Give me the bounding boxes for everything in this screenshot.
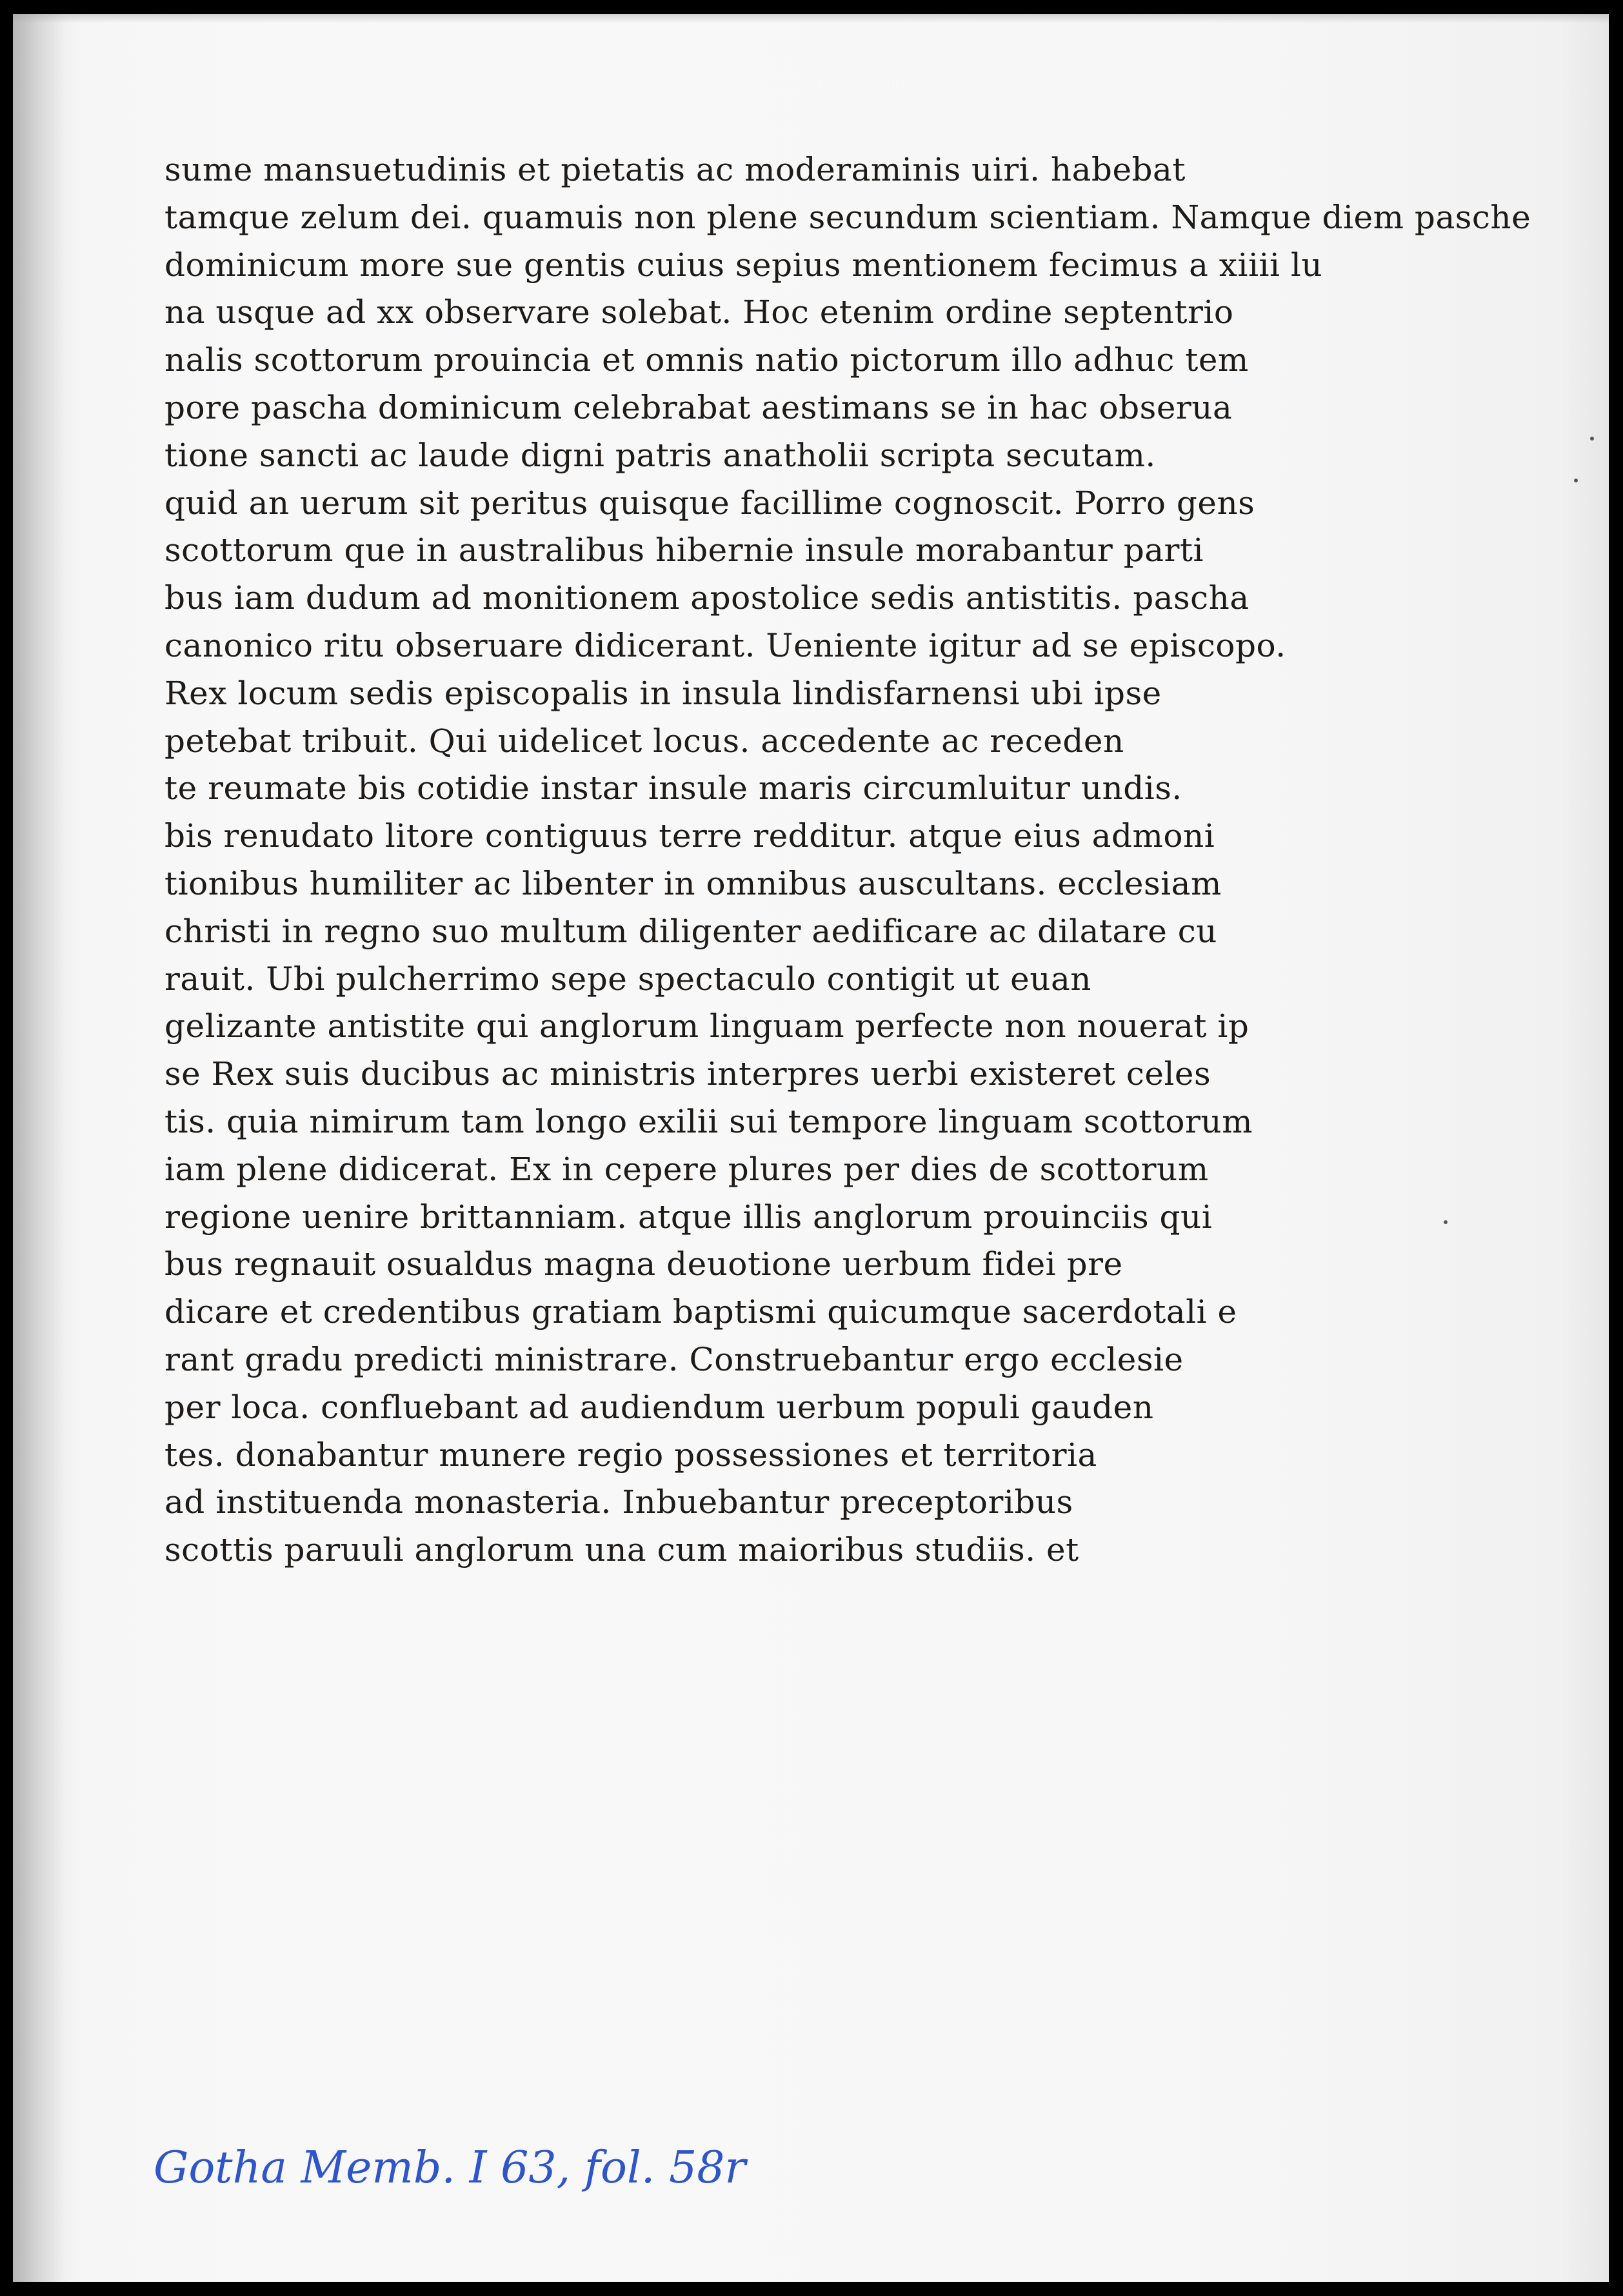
manuscript-line: ad instituenda monasteria. Inbuebantur preceptoribus	[164, 1483, 1073, 1521]
manuscript-line: sume mansuetudinis et pietatis ac moderaminis uiri. habebat	[164, 151, 1186, 188]
manuscript-line: tes. donabantur munere regio possessiones et territoria	[164, 1436, 1097, 1474]
manuscript-line: scottis paruuli anglorum una cum maioribus studiis. et	[164, 1531, 1079, 1569]
photo-top-edge	[13, 14, 1609, 23]
paper-speck	[1590, 437, 1594, 440]
manuscript-line: nalis scottorum prouincia et omnis natio pictorum illo adhuc tem	[164, 341, 1249, 379]
manuscript-line: gelizante antistite qui anglorum linguam perfecte non nouerat ip	[164, 1007, 1250, 1045]
archival-annotation: Gotha Memb. I 63, fol. 58r	[154, 2143, 746, 2193]
manuscript-line: rauit. Ubi pulcherrimo sepe spectaculo contigit ut euan	[164, 960, 1091, 998]
manuscript-line: tionibus humiliter ac libenter in omnibus auscultans. ecclesiam	[164, 864, 1222, 902]
manuscript-line: quid an uerum sit peritus quisque facillime cognoscit. Porro gens	[164, 484, 1255, 522]
manuscript-line: dicare et credentibus gratiam baptismi quicumque sacerdotali e	[164, 1293, 1237, 1331]
manuscript-photograph	[13, 14, 1609, 2282]
manuscript-line: christi in regno suo multum diligenter aedificare ac dilatare cu	[164, 912, 1217, 950]
manuscript-line: canonico ritu obseruare didicerant. Ueniente igitur ad se episcopo.	[164, 626, 1286, 664]
manuscript-text-block	[164, 146, 1531, 1574]
manuscript-line: iam plene didicerat. Ex in cepere plures per dies de scottorum	[164, 1150, 1209, 1188]
manuscript-line: regione uenire brittanniam. atque illis anglorum prouinciis qui	[164, 1198, 1213, 1236]
paper-speck	[1574, 479, 1578, 482]
manuscript-line: bus regnauit osualdus magna deuotione uerbum fidei pre	[164, 1245, 1123, 1283]
manuscript-line: tione sancti ac laude digni patris anatholii scripta secutam.	[164, 436, 1156, 474]
manuscript-line: na usque ad xx observare solebat. Hoc etenim ordine septentrio	[164, 293, 1234, 332]
manuscript-line: rant gradu predicti ministrare. Construebantur ergo ecclesie	[164, 1340, 1184, 1378]
manuscript-line: tis. quia nimirum tam longo exilii sui tempore linguam scottorum	[164, 1102, 1253, 1140]
paper-speck	[1444, 1220, 1448, 1224]
manuscript-line: se Rex suis ducibus ac ministris interpres uerbi existeret celes	[164, 1055, 1211, 1093]
binding-shadow	[13, 14, 84, 2282]
manuscript-line: pore pascha dominicum celebrabat aestimans se in hac obserua	[164, 388, 1233, 426]
manuscript-line: bis renudato litore contiguus terre redditur. atque eius admoni	[164, 817, 1215, 855]
manuscript-line: dominicum more sue gentis cuius sepius mentionem fecimus a xiiii lu	[164, 246, 1323, 284]
manuscript-line: te reumate bis cotidie instar insule maris circumluitur undis.	[164, 769, 1182, 807]
manuscript-line: per loca. confluebant ad audiendum uerbum populi gauden	[164, 1388, 1154, 1426]
manuscript-line: tamque zelum dei. quamuis non plene secundum scientiam. Namque diem pasche	[164, 198, 1531, 236]
manuscript-line: petebat tribuit. Qui uidelicet locus. accedente ac receden	[164, 722, 1124, 760]
manuscript-line: scottorum que in australibus hibernie insule morabantur parti	[164, 531, 1204, 569]
manuscript-line: Rex locum sedis episcopalis in insula lindisfarnensi ubi ipse	[164, 674, 1162, 712]
manuscript-line: bus iam dudum ad monitionem apostolice sedis antistitis. pascha	[164, 579, 1250, 617]
